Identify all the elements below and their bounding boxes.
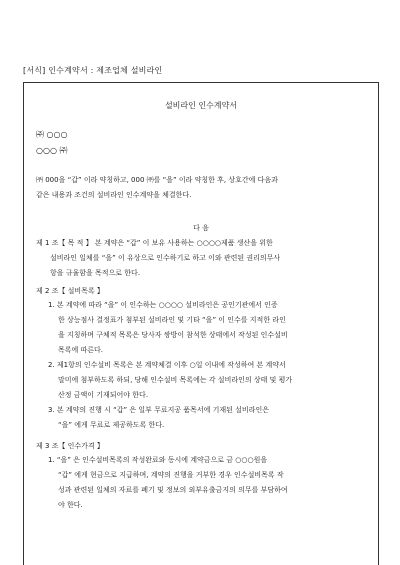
article2-item1-line-1: 1. 본 계약에 따라 “을” 이 인수하는 ○○○○ 설비라인은 공인기관에서 인증	[48, 301, 278, 309]
document-title: 설비라인 인수계약서	[164, 101, 238, 110]
article3-line-4: 야 한다.	[58, 501, 83, 509]
article2-item1-line-3: 을 지칭하며 구체적 목록은 당사자 쌍방이 참석한 상태에서 작성된 인수설비	[58, 331, 288, 339]
article2-item1-line-4: 목록에 따른다.	[58, 346, 104, 354]
article1-line-2: 설비라인 일체를 “을” 이 유상으로 인수하기로 하고 이와 관련된 권리의무사	[50, 254, 281, 262]
article2-item1-line-2: 한 상능점사 결정표가 첨부된 설비라인 및 기타 “을” 이 인수를 지적한 라인	[58, 316, 286, 324]
form-header: [서식] 인수계약서 : 제조업체 설비라인	[23, 66, 163, 75]
article2-item2-line-1: 2. 제1항의 인수설비 목록은 본 계약체결 이후 ○일 이내에 작성하여 본 계약서	[48, 361, 286, 369]
article2-item3-line-2: “을” 에게 무료로 제공하도록 한다.	[58, 421, 165, 429]
contract-frame	[23, 82, 379, 565]
article1-line-1: 제 1 조【 목 적 】 본 계약은 “갑” 이 보유 사용하는 ○○○○제품 생산을 위한	[36, 239, 273, 247]
article3-heading: 제 3 조【 인수가격 】	[36, 442, 104, 450]
center-heading: 다 음	[193, 224, 209, 232]
party-a: ㈜ ○○○	[36, 130, 68, 139]
article3-line-3: 성과 관련된 일체의 자료를 폐기 및 정보의 외부유출금지의 의무를 부담하여	[58, 486, 288, 494]
article1-line-3: 항을 규율함을 목적으로 한다.	[50, 269, 141, 277]
article2-item3-line-1: 3. 본 계약의 진행 시 “갑” 은 일부 무료지공 품목서에 기재된 설비라인은	[48, 406, 269, 414]
article2-item2-line-2: 말미에 첨부하도록 하되, 당해 인수설비 목록에는 각 설비라인의 상태 및 평가	[58, 376, 293, 384]
intro-line-2: 같은 내용과 조건의 설비라인 인수계약을 체결한다.	[36, 191, 192, 199]
party-b: ○○○ ㈜	[36, 146, 68, 155]
article2-item2-line-3: 산정 금액이 기재되어야 한다.	[58, 391, 149, 399]
article3-line-2: “갑” 에게 현금으로 지급하며, 계약의 진행을 거부한 경우 인수설비목록 작	[58, 471, 284, 479]
intro-line-1: ㈜ 000을 “갑” 이라 약칭하고, 000 ㈜를 “을” 이라 약칭한 후, 상호간에 다음과	[36, 176, 278, 184]
article2-heading: 제 2 조【 설비목록 】	[36, 287, 104, 295]
article3-line-1: 1. “을” 은 인수설비목록의 작성완료와 동시에 계약금으로 금 ○○○원을	[48, 456, 268, 464]
